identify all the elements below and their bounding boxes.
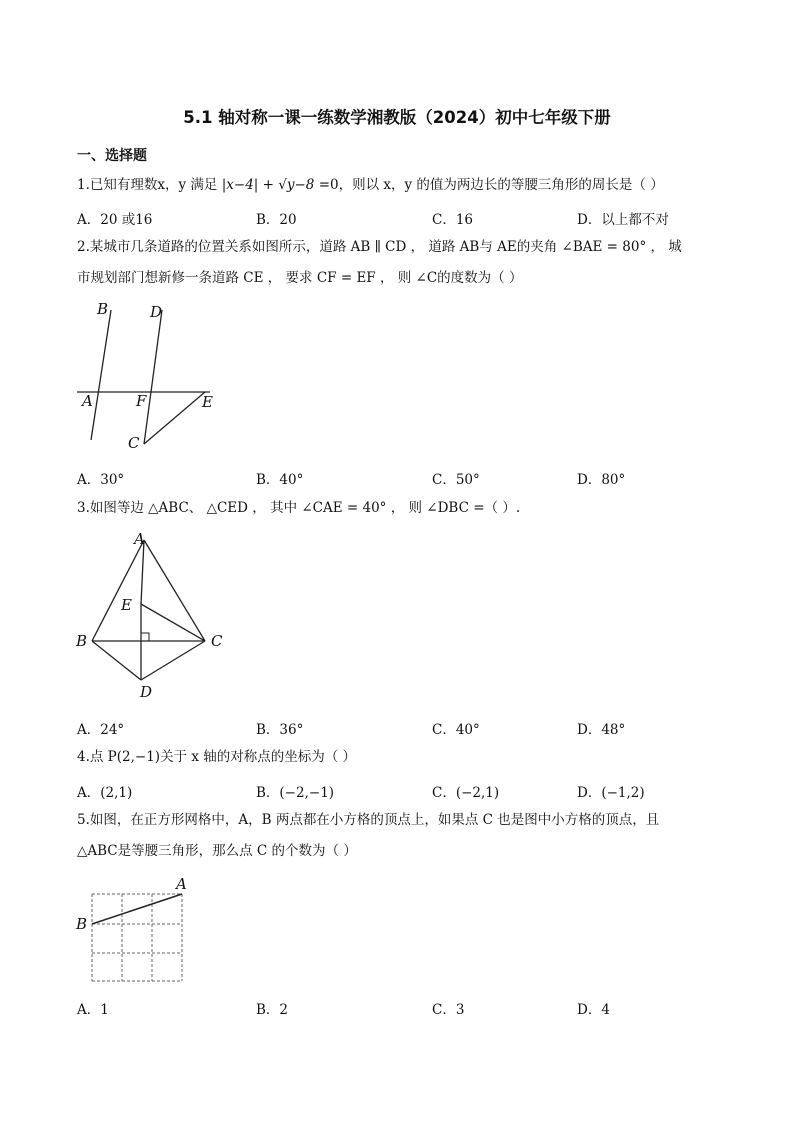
q2-option-d[interactable]: D．80° bbox=[577, 472, 626, 488]
q3-right-angle-mark bbox=[141, 633, 149, 641]
q3-label-b: B bbox=[76, 632, 88, 650]
q2-label-f: F bbox=[136, 392, 147, 410]
q3-segment-ec bbox=[141, 604, 205, 641]
q1-plus: + bbox=[262, 177, 274, 193]
question-4-line-1: 4.点 P(2,−1)关于 x 轴的对称点的坐标为（ ） bbox=[77, 749, 357, 765]
q2-line-ab bbox=[91, 310, 111, 440]
q5-option-a[interactable]: A．1 bbox=[77, 1002, 109, 1018]
q3-option-c[interactable]: C．40° bbox=[432, 722, 480, 738]
question-2-line-2: 市规划部门想新修一条道路 CE ， 要求 CF = EF ， 则 ∠C的度数为（ ） bbox=[77, 270, 523, 286]
q5-grid-figure bbox=[72, 872, 197, 984]
q1-option-b[interactable]: B．20 bbox=[256, 212, 297, 228]
q2-option-a[interactable]: A．30° bbox=[77, 472, 125, 488]
q5-label-a: A bbox=[176, 875, 187, 893]
q2-label-e: E bbox=[202, 393, 213, 411]
q2-label-b: B bbox=[97, 300, 109, 318]
q4-option-d[interactable]: D．(−1,2) bbox=[577, 785, 645, 801]
q1-option-a[interactable]: A．20 或16 bbox=[77, 212, 153, 228]
q3-option-b[interactable]: B．36° bbox=[256, 722, 304, 738]
q1-stem-b: =0，则以 x，y 的值为两边长的等腰三角形的周长是（ ） bbox=[318, 177, 664, 193]
question-5-line-1: 5.如图，在正方形网格中，A，B 两点都在小方格的顶点上，如果点 C 也是图中小方格的顶点，且 bbox=[77, 812, 660, 828]
q3-label-c: C bbox=[211, 632, 223, 650]
q2-line-cd bbox=[144, 310, 162, 444]
q3-side-ab bbox=[92, 540, 144, 641]
q3-label-d: D bbox=[140, 683, 153, 701]
q3-figure bbox=[72, 528, 232, 703]
q2-label-a: A bbox=[82, 392, 93, 410]
q3-option-a[interactable]: A．24° bbox=[77, 722, 125, 738]
q1-option-c[interactable]: C．16 bbox=[432, 212, 474, 228]
question-3-line-1: 3.如图等边 △ABC、 △CED ， 其中 ∠CAE = 40° ， 则 ∠DBC =（ ）. bbox=[77, 500, 521, 516]
q5-grid bbox=[92, 894, 182, 981]
q5-option-d[interactable]: D．4 bbox=[577, 1002, 610, 1018]
q3-option-d[interactable]: D．48° bbox=[577, 722, 626, 738]
q1-abs-expression: |x−4| bbox=[221, 177, 259, 193]
q2-label-c: C bbox=[128, 434, 140, 452]
section-heading: 一、选择题 bbox=[77, 148, 147, 164]
q3-segment-bd bbox=[92, 641, 141, 680]
q2-option-b[interactable]: B．40° bbox=[256, 472, 304, 488]
q3-segment-cd bbox=[141, 641, 205, 680]
q1-stem-a: 1.已知有理数x，y 满足 bbox=[77, 177, 218, 193]
page-title: 5.1 轴对称一课一练数学湘教版（2024）初中七年级下册 bbox=[183, 108, 611, 127]
q5-segment-ab bbox=[92, 894, 182, 924]
q1-sqrt-expression: √y−8 bbox=[278, 177, 315, 193]
question-1-stem bbox=[77, 176, 664, 194]
q3-label-e: E bbox=[121, 596, 132, 614]
q2-line-ce bbox=[144, 392, 205, 444]
q3-segment-ae bbox=[141, 540, 144, 604]
q2-option-c[interactable]: C．50° bbox=[432, 472, 480, 488]
q5-label-b: B bbox=[76, 915, 88, 933]
q5-option-c[interactable]: C．3 bbox=[432, 1002, 465, 1018]
q2-figure bbox=[74, 298, 224, 456]
question-5-line-2: △ABC是等腰三角形，那么点 C 的个数为（ ） bbox=[77, 843, 357, 859]
q2-label-d: D bbox=[150, 303, 163, 321]
q4-option-b[interactable]: B．(−2,−1) bbox=[256, 785, 335, 801]
question-2-line-1: 2.某城市几条道路的位置关系如图所示，道路 AB ∥ CD ， 道路 AB与 AE的夹角 ∠BAE = 80° ， 城 bbox=[77, 239, 682, 255]
q3-side-ac bbox=[144, 540, 205, 641]
q4-option-c[interactable]: C．(−2,1) bbox=[432, 785, 500, 801]
q4-option-a[interactable]: A．(2,1) bbox=[77, 785, 133, 801]
q3-label-a: A bbox=[134, 530, 145, 548]
q1-option-d[interactable]: D．以上都不对 bbox=[577, 212, 669, 228]
q5-option-b[interactable]: B．2 bbox=[256, 1002, 289, 1018]
